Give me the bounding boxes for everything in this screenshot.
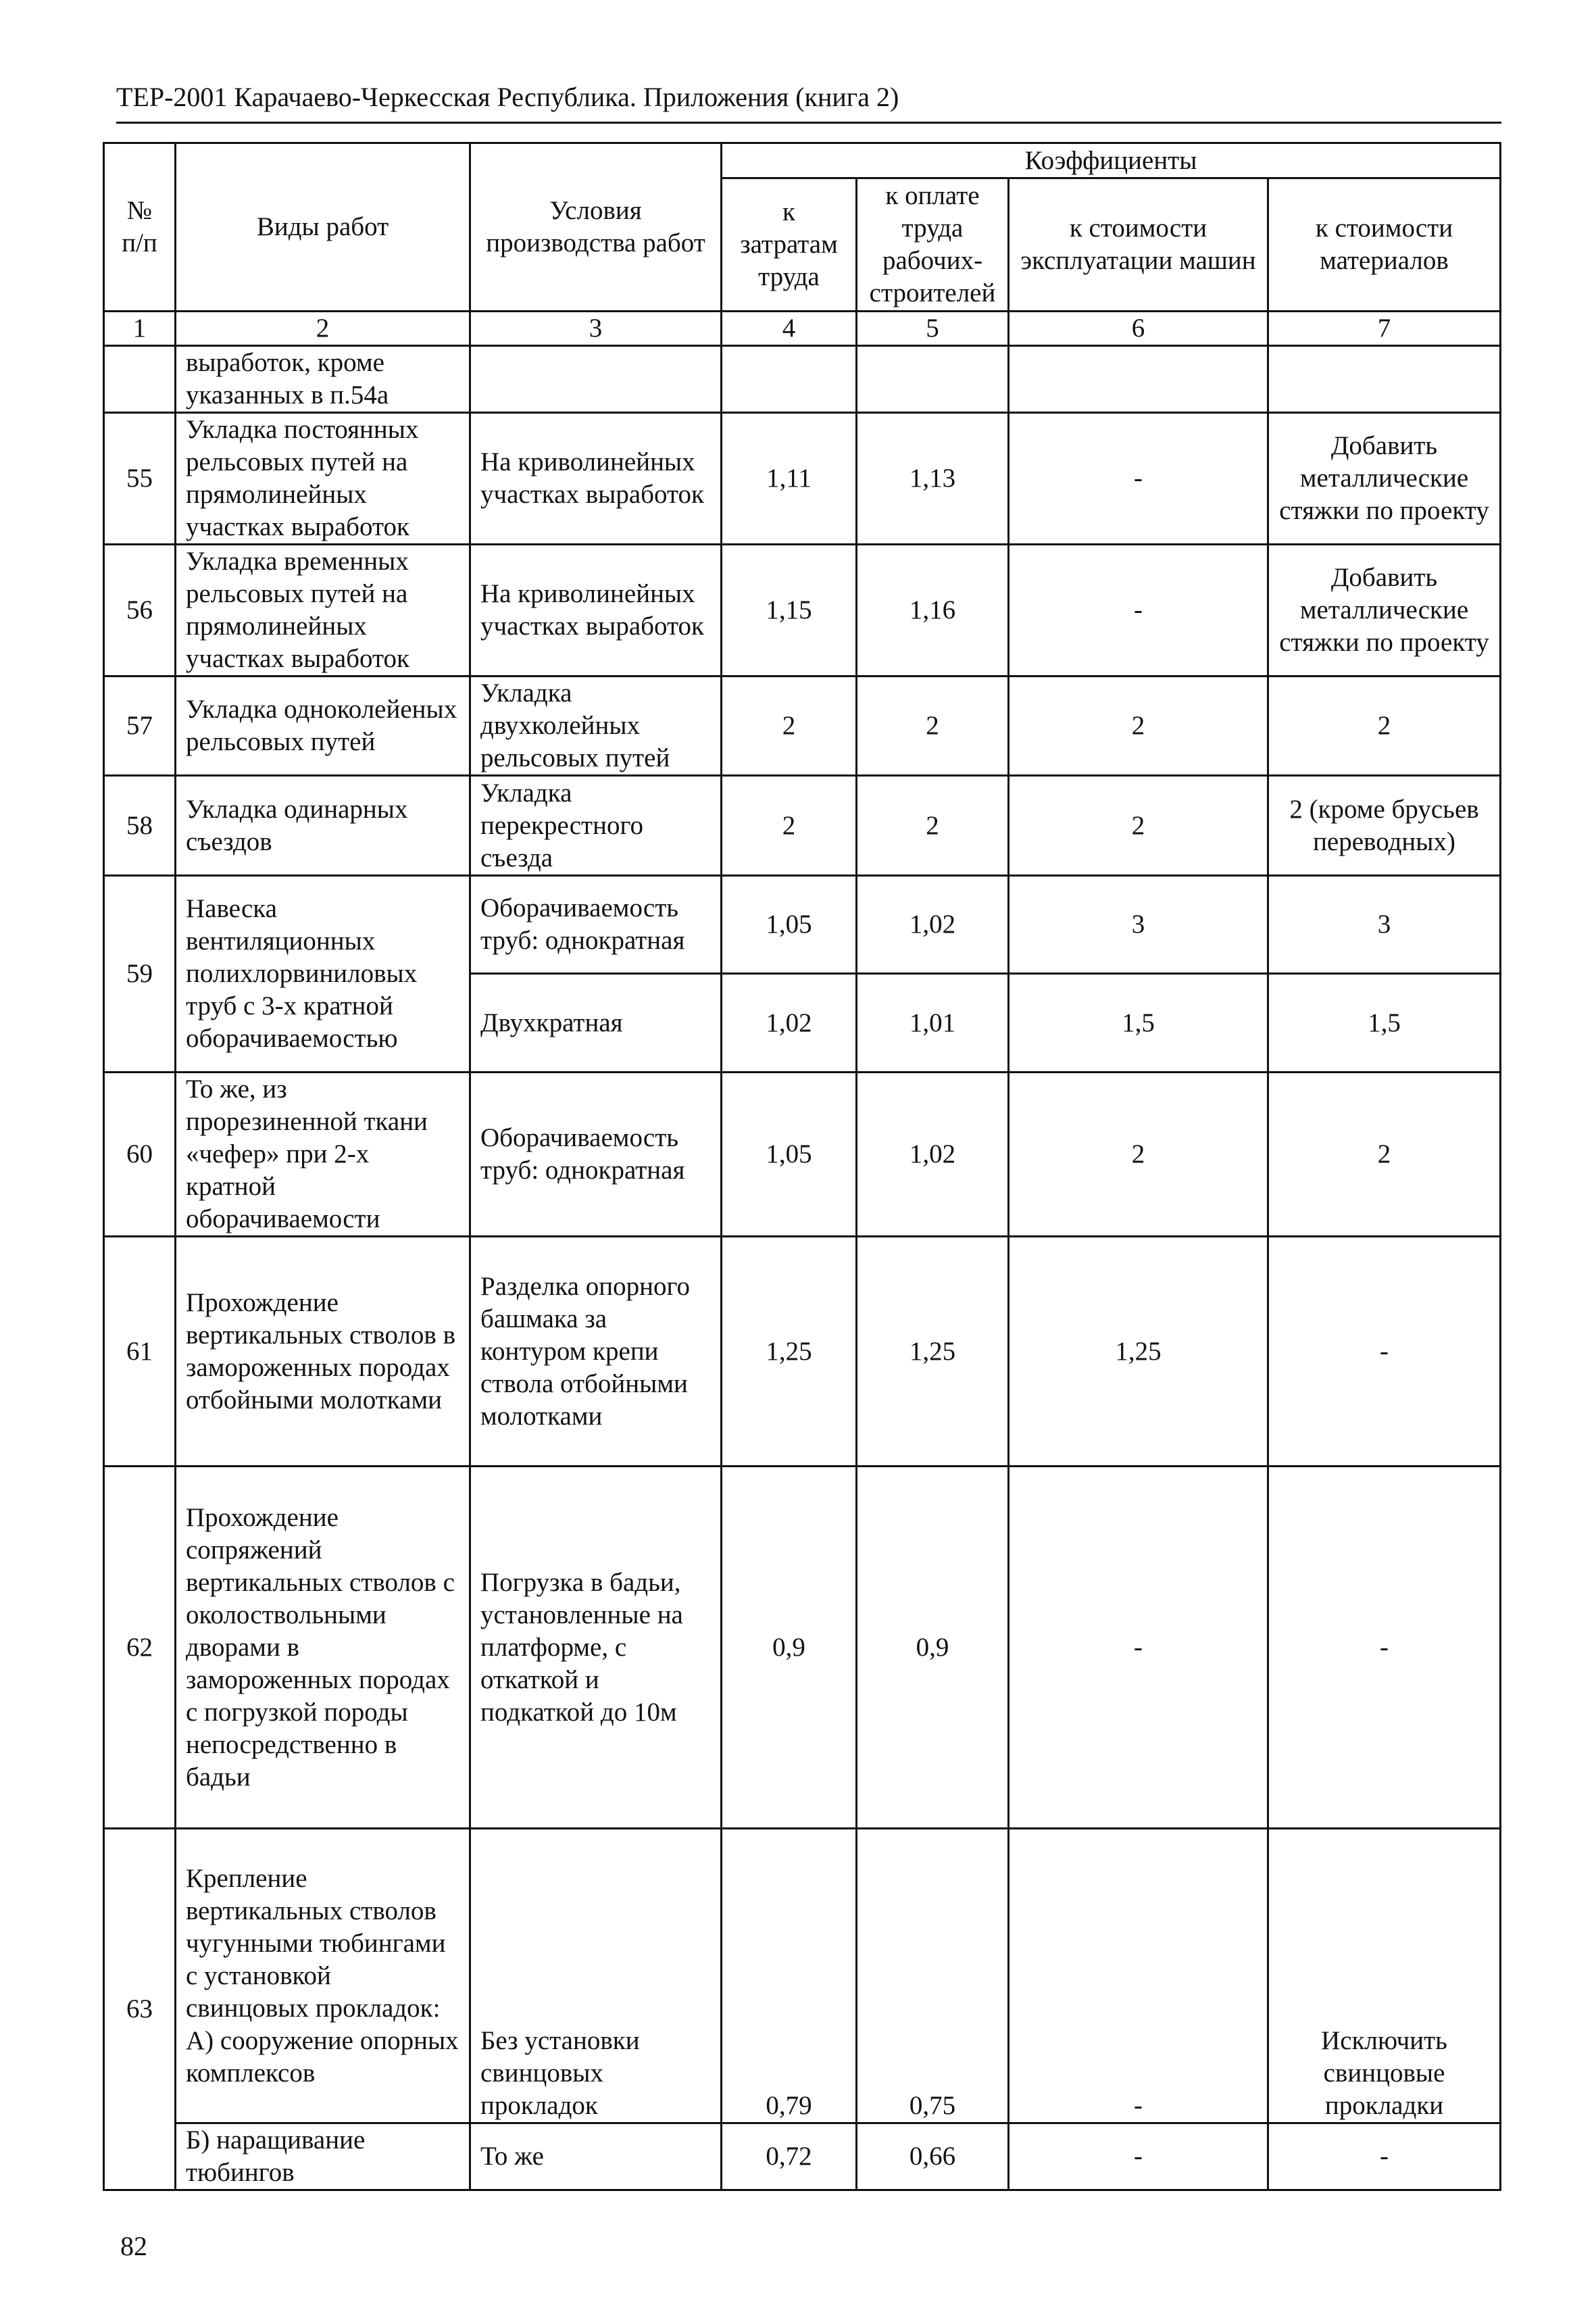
table-row <box>104 346 1501 413</box>
table-row <box>104 1467 1501 1829</box>
table-row <box>104 545 1501 676</box>
conditions <box>470 346 722 413</box>
coef-labor: 1,15 <box>722 545 857 676</box>
coef-pay: 2 <box>857 676 1009 776</box>
row-number: 56 <box>104 545 176 676</box>
col-header-work: Виды работ <box>176 143 470 312</box>
coef-materials: - <box>1268 2123 1501 2190</box>
table-row <box>104 1073 1501 1237</box>
coef-pay: 0,75 <box>857 1829 1009 2123</box>
running-header: ТЕР-2001 Карачаево-Черкесская Республика. Приложения (книга 2) <box>116 80 1501 124</box>
conditions: На криволинейных участках выработок <box>470 545 722 676</box>
coef-materials: Добавить металлические стяжки по проекту <box>1268 545 1501 676</box>
coef-pay: 2 <box>857 776 1009 876</box>
coef-pay: 1,13 <box>857 413 1009 545</box>
coef-materials <box>1268 346 1501 413</box>
coef-machines: 1,5 <box>1009 974 1268 1073</box>
col-number: 2 <box>176 312 470 346</box>
coef-labor: 1,11 <box>722 413 857 545</box>
conditions: Оборачиваемость труб: однократная <box>470 1073 722 1237</box>
col-header-worker-pay: к оплате труда рабочих-строителей <box>857 178 1009 312</box>
coef-machines: - <box>1009 2123 1268 2190</box>
column-number-row <box>104 312 1501 346</box>
work-type: Прохождение сопряжений вертикальных стволов с околоствольными дворами в замороженных породах с погрузкой породы непосредственно в бадьи <box>176 1467 470 1829</box>
coef-pay: 1,02 <box>857 876 1009 974</box>
page-number: 82 <box>120 2231 147 2261</box>
table-row <box>104 676 1501 776</box>
conditions: То же <box>470 2123 722 2190</box>
col-header-num: № п/п <box>104 143 176 312</box>
table-row <box>104 2123 1501 2190</box>
col-number: 1 <box>104 312 176 346</box>
conditions: Без установки свинцовых прокладок <box>470 1829 722 2123</box>
coef-pay: 0,9 <box>857 1467 1009 1829</box>
table-row <box>104 413 1501 545</box>
coef-machines: 2 <box>1009 1073 1268 1237</box>
coef-machines <box>1009 346 1268 413</box>
work-type: То же, из прорезиненной ткани «чефер» при 2-х кратной оборачиваемости <box>176 1073 470 1237</box>
row-number: 55 <box>104 413 176 545</box>
coef-materials: Добавить металлические стяжки по проекту <box>1268 413 1501 545</box>
col-number: 5 <box>857 312 1009 346</box>
coef-materials: Исключить свинцовые прокладки <box>1268 1829 1501 2123</box>
coef-machines: - <box>1009 413 1268 545</box>
col-header-conditions: Условия производства работ <box>470 143 722 312</box>
row-number: 63 <box>104 1829 176 2190</box>
conditions: Укладка двухколейных рельсовых путей <box>470 676 722 776</box>
col-header-labor-costs: к затратам труда <box>722 178 857 312</box>
work-type: Прохождение вертикальных стволов в замороженных породах отбойными молотками <box>176 1237 470 1467</box>
row-number: 61 <box>104 1237 176 1467</box>
table-row <box>104 776 1501 876</box>
work-type: Навеска вентиляционных полихлорвиниловых труб с 3-х кратной оборачиваемостью <box>176 876 470 1073</box>
coefficients-table <box>103 142 1501 2191</box>
coef-materials: 2 <box>1268 1073 1501 1237</box>
work-type: Укладка постоянных рельсовых путей на прямолинейных участках выработок <box>176 413 470 545</box>
coef-labor: 0,72 <box>722 2123 857 2190</box>
work-type: Укладка временных рельсовых путей на прямолинейных участках выработок <box>176 545 470 676</box>
coef-machines: - <box>1009 545 1268 676</box>
col-number: 3 <box>470 312 722 346</box>
coef-pay: 1,01 <box>857 974 1009 1073</box>
row-number: 60 <box>104 1073 176 1237</box>
col-header-material-costs: к стоимости материалов <box>1268 178 1501 312</box>
table-head-row <box>104 143 1501 178</box>
conditions: Погрузка в бадьи, установленные на платформе, с откаткой и подкаткой до 10м <box>470 1467 722 1829</box>
col-number: 4 <box>722 312 857 346</box>
coef-labor: 0,79 <box>722 1829 857 2123</box>
coef-materials: 2 <box>1268 676 1501 776</box>
table-row <box>104 1237 1501 1467</box>
coef-labor: 2 <box>722 776 857 876</box>
coef-labor <box>722 346 857 413</box>
col-number: 6 <box>1009 312 1268 346</box>
coef-pay: 0,66 <box>857 2123 1009 2190</box>
coef-labor: 1,05 <box>722 876 857 974</box>
coef-labor: 1,02 <box>722 974 857 1073</box>
coef-labor: 2 <box>722 676 857 776</box>
work-type: выработок, кроме указанных в п.54а <box>176 346 470 413</box>
row-number: 58 <box>104 776 176 876</box>
coef-materials: 2 (кроме брусьев переводных) <box>1268 776 1501 876</box>
work-type: Укладка одноколейеных рельсовых путей <box>176 676 470 776</box>
coef-pay: 1,02 <box>857 1073 1009 1237</box>
coef-pay: 1,16 <box>857 545 1009 676</box>
coef-materials: - <box>1268 1467 1501 1829</box>
coef-machines: - <box>1009 1467 1268 1829</box>
conditions: Двухкратная <box>470 974 722 1073</box>
conditions: Оборачиваемость труб: однократная <box>470 876 722 974</box>
conditions: Укладка перекрестного съезда <box>470 776 722 876</box>
row-number <box>104 346 176 413</box>
coef-pay: 1,25 <box>857 1237 1009 1467</box>
coef-pay <box>857 346 1009 413</box>
coef-materials: 1,5 <box>1268 974 1501 1073</box>
coef-labor: 0,9 <box>722 1467 857 1829</box>
work-type: Крепление вертикальных стволов чугунными тюбингами с установкой свинцовых прокладок: А) сооружение опорных комплексов <box>176 1829 470 2123</box>
coef-machines: 1,25 <box>1009 1237 1268 1467</box>
col-header-coefficients: Коэффициенты <box>722 143 1501 178</box>
work-type: Б) наращивание тюбингов <box>176 2123 470 2190</box>
row-number: 57 <box>104 676 176 776</box>
work-type: Укладка одинарных съездов <box>176 776 470 876</box>
col-header-machine-costs: к стоимости эксплуатации машин <box>1009 178 1268 312</box>
col-number: 7 <box>1268 312 1501 346</box>
coef-labor: 1,25 <box>722 1237 857 1467</box>
table-row <box>104 1829 1501 2123</box>
row-number: 59 <box>104 876 176 1073</box>
coef-materials: - <box>1268 1237 1501 1467</box>
conditions: Разделка опорного башмака за контуром крепи ствола отбойными молотками <box>470 1237 722 1467</box>
coef-machines: - <box>1009 1829 1268 2123</box>
coef-materials: 3 <box>1268 876 1501 974</box>
coef-machines: 2 <box>1009 676 1268 776</box>
table-row <box>104 876 1501 974</box>
coef-labor: 1,05 <box>722 1073 857 1237</box>
row-number: 62 <box>104 1467 176 1829</box>
coef-machines: 3 <box>1009 876 1268 974</box>
conditions: На криволинейных участках выработок <box>470 413 722 545</box>
coef-machines: 2 <box>1009 776 1268 876</box>
